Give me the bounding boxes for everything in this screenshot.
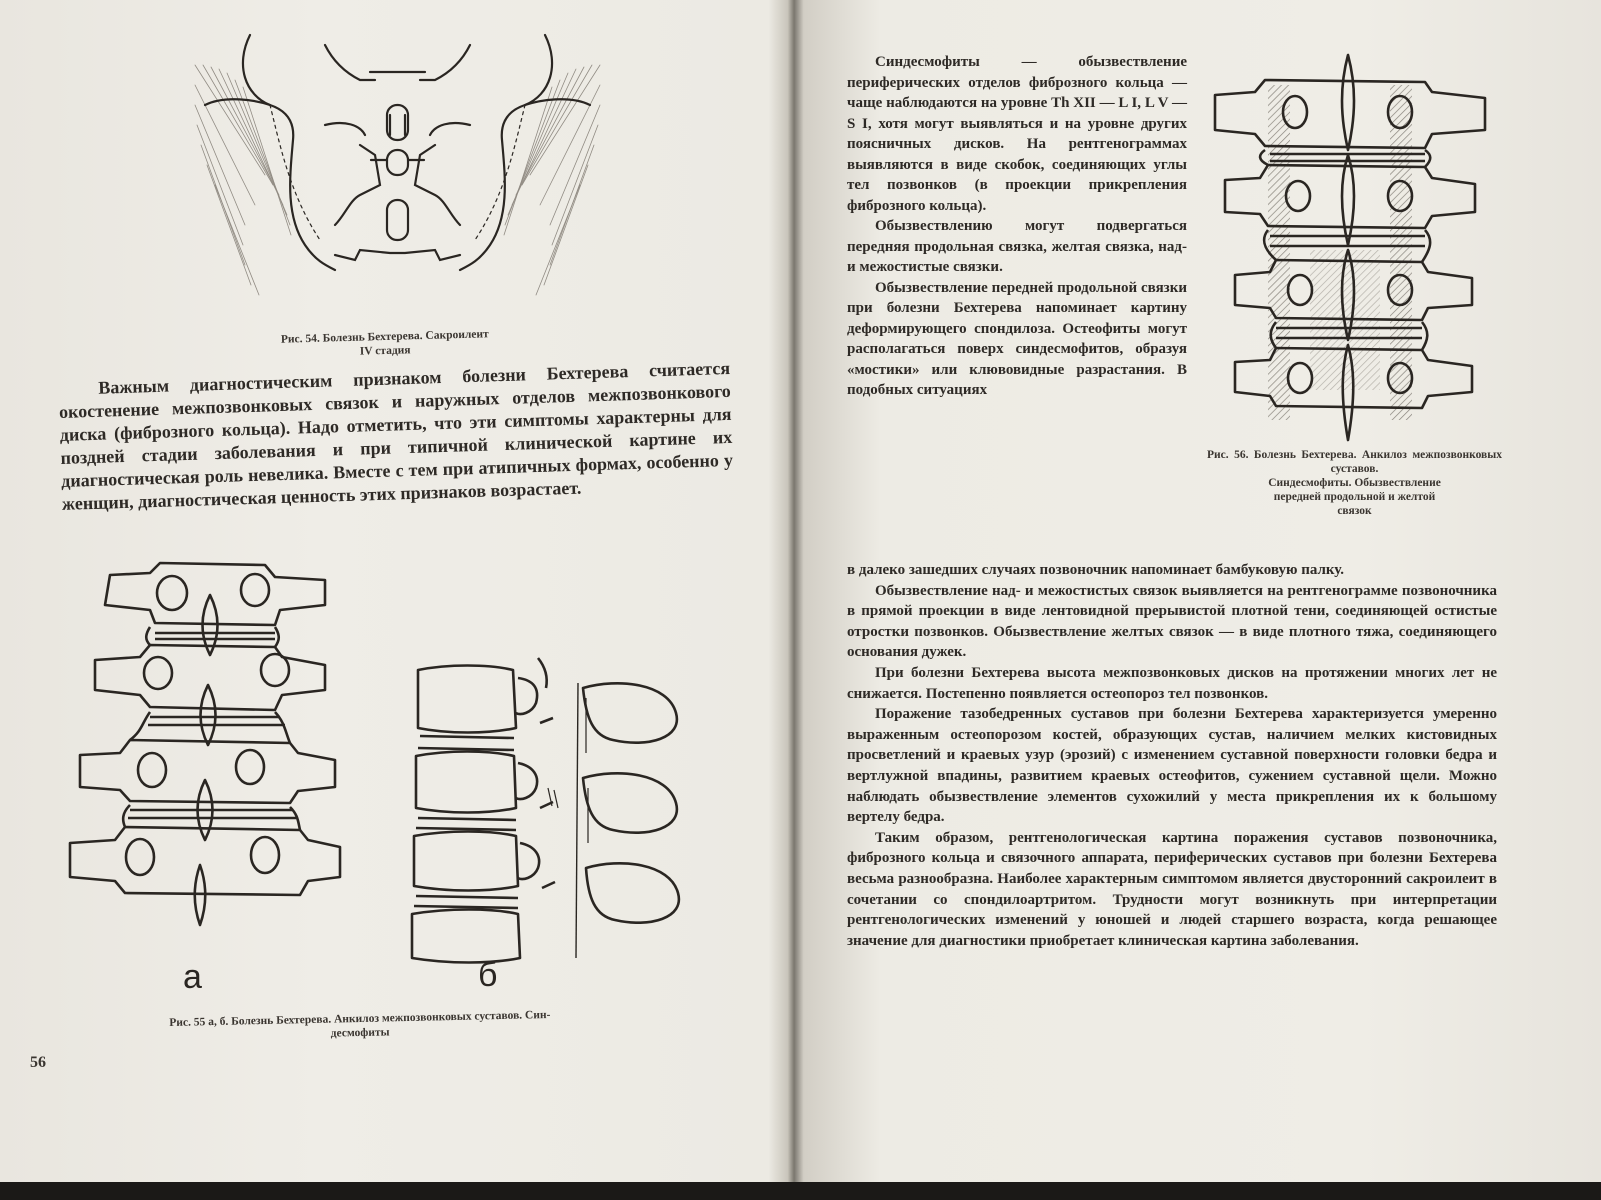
figure-56-caption-line-2: Синдесмофиты. Обызвествление [1268,477,1441,489]
right-full-text [847,560,1497,951]
right-full-paragraph-5: Таким образом, рентгенологическая картина поражения суставов позвоночника, фиброзного кольца и связочного аппарата, периферических суставов при болезни Бехтерева весьма разнообразна. Наиболее характерным симптомом является двусторонний сакроилеит в сочетании со спондилоартритом. Трудности могут возникнуть при интерпретации рентгенологических изменений у юношей и людей старшего возраста, когда решающее значение для диагностики приобретает клиническая картина заболевания. [847,829,1497,949]
figure-55-caption [40,1005,680,1046]
left-page [0,0,800,1185]
right-full-paragraph-2: Обызвествление над- и межостистых связок выявляется на рентгенограмме позвоночника в прямой проекции в виде лентовидной прерывистой плотной тени, соединяющей остистые отростки позвонков. Обызвествление желтых связок — в виде плотного тяжа, соединяющего основания дужек. [847,582,1497,661]
figure-55-caption-line-2: десмофиты [330,1026,390,1040]
bottom-edge-shadow [0,1182,1601,1200]
figure-55b-label: б [478,956,498,994]
right-column-text [847,52,1187,401]
right-full-paragraph-1: в далеко зашедших случаях позвоночник напоминает бамбуковую палку. [847,562,1345,578]
figure-55b-spine-drawing [408,658,698,963]
figure-54-caption-line-2: IV стадия [359,344,411,358]
figure-55-caption-line-1: Рис. 55 а, б. Болезнь Бехтерева. Анкилоз межпозвонковых суставов. Син- [169,1009,551,1029]
right-full-paragraph-4: Поражение тазобедренных суставов при болезни Бехтерева характеризуется умеренно выраженным остеопорозом костей, образующих сустав, наличием мелких кистовидных просветлений и краевых узур (эрозий) с изменением суставной поверхности головки бедра и вертлужной впадины, развитием краевых остеофитов, сужением суставной щели. Можно наблюдать обызвествление элементов сухожилий у места прикрепления их к большому вертелу бедра. [847,706,1497,826]
figure-56-caption-line-3: передней продольной и желтой [1273,491,1436,503]
figure-54-caption-line-1: Рис. 54. Болезнь Бехтерева. Сакроилеит [280,328,489,346]
figure-56-caption-line-1: Рис. 56. Болезнь Бехтерева. Анкилоз межпозвонковых суставов. [1207,449,1502,475]
figure-55a-label: а [183,958,202,996]
right-full-paragraph-3: При болезни Бехтерева высота межпозвонковых дисков на протяжении многих лет не снижается. Постепенно появляется остеопороз тел позвонков. [847,664,1497,702]
right-column-paragraph-1: Синдесмофиты — обызвествление периферических отделов фиброзного кольца — чаще наблюдаются на уровне Th XII — L I, L V — S I, хотя могут выявляться и на уровне других поясничных дисков. На рентгенограммах выявляются в виде скобок, соединяющих углы тел позвонков (в проекции прикрепления фиброзного кольца). [847,54,1187,214]
figure-54-sacroiliitis-drawing [175,25,620,325]
figure-56-caption [1207,448,1502,518]
right-page [815,0,1601,1185]
right-column-paragraph-3: Обызвествление передней продольной связки при болезни Бехтерева напоминает картину деформирующего спондилоза. Остеофиты могут располагаться поверх синдесмофитов, образуя «мостики» или клювовидные разрастания. В подобных ситуациях [847,279,1187,398]
left-main-paragraph: Важным диагностическим признаком болезни Бехтерева считается окостенение межпозвонковых связок и наружных отделов межпозвонкового диска (фиброзного кольца). Надо отметить, что эти симптомы характерны для поздней стадии заболевания и при типичной клинической картине их диагностическая роль невелика. Вместе с тем при атипичных формах, особенно у женщин, диагностическая ценность этих признаков возрастает. [58,357,734,514]
figure-56-caption-line-4: связок [1337,505,1372,517]
figure-56-spine-drawing [1210,50,1510,445]
figure-55a-spine-drawing [60,555,340,930]
right-column-paragraph-2: Обызвествлению могут подвергаться передняя продольная связка, желтая связка, над- и межостистые связки. [847,218,1187,275]
figure-54-caption [205,325,566,362]
page-number: 56 [30,1054,46,1071]
